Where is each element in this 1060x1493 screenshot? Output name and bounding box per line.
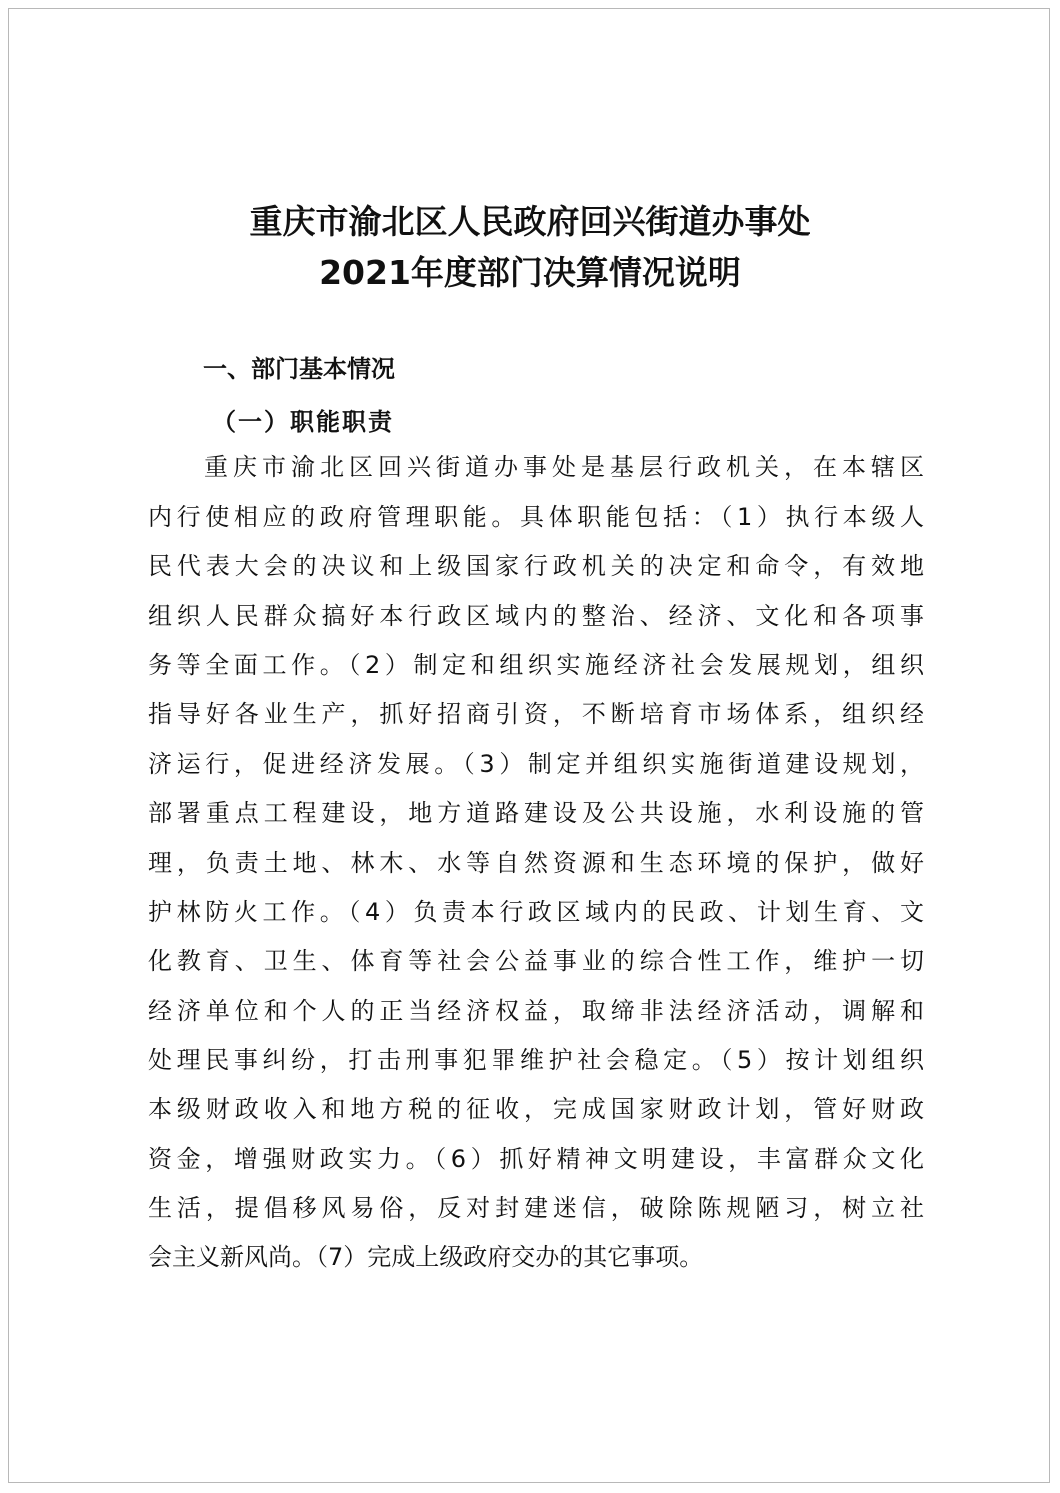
paragraph-line: 理，负责土地、林木、水等自然资源和生态环境的保护，做好 bbox=[148, 849, 924, 877]
document-title-line-2: 2021年度部门决算情况说明 bbox=[319, 253, 741, 292]
document-title-line-1: 重庆市渝北区人民政府回兴街道办事处 bbox=[249, 202, 811, 241]
paragraph-line: 济运行，促进经济发展。（3）制定并组织实施街道建设规划， bbox=[148, 750, 924, 778]
paragraph-line: 民代表大会的决议和上级国家行政机关的决定和命令，有效地 bbox=[148, 552, 924, 580]
paragraph-line: 本级财政收入和地方税的征收，完成国家财政计划，管好财政 bbox=[148, 1095, 924, 1123]
section-heading-basic-info: 一、部门基本情况 bbox=[203, 355, 395, 383]
paragraph-line: 资金，增强财政实力。（6）抓好精神文明建设，丰富群众文化 bbox=[148, 1145, 924, 1173]
paragraph-line: 务等全面工作。（2）制定和组织实施经济社会发展规划，组织 bbox=[148, 651, 924, 679]
paragraph-line: 化教育、卫生、体育等社会公益事业的综合性工作，维护一切 bbox=[148, 947, 924, 975]
paragraph-line: 生活，提倡移风易俗，反对封建迷信，破除陈规陋习，树立社 bbox=[148, 1194, 924, 1222]
subsection-heading-functions: （一）职能职责 bbox=[212, 408, 394, 436]
paragraph-line: 组织人民群众搞好本行政区域内的整治、经济、文化和各项事 bbox=[148, 602, 924, 630]
paragraph-line: 会主义新风尚。（7）完成上级政府交办的其它事项。 bbox=[148, 1243, 704, 1271]
paragraph-line: 重庆市渝北区回兴街道办事处是基层行政机关，在本辖区 bbox=[204, 453, 924, 481]
paragraph-line: 内行使相应的政府管理职能。具体职能包括：（1）执行本级人 bbox=[148, 503, 924, 531]
paragraph-line: 指导好各业生产，抓好招商引资，不断培育市场体系，组织经 bbox=[148, 700, 924, 728]
paragraph-line: 部署重点工程建设，地方道路建设及公共设施，水利设施的管 bbox=[148, 799, 924, 827]
paragraph-line: 经济单位和个人的正当经济权益，取缔非法经济活动，调解和 bbox=[148, 997, 924, 1025]
paragraph-line: 处理民事纠纷，打击刑事犯罪维护社会稳定。（5）按计划组织 bbox=[148, 1046, 924, 1074]
paragraph-line: 护林防火工作。（4）负责本行政区域内的民政、计划生育、文 bbox=[148, 898, 924, 926]
